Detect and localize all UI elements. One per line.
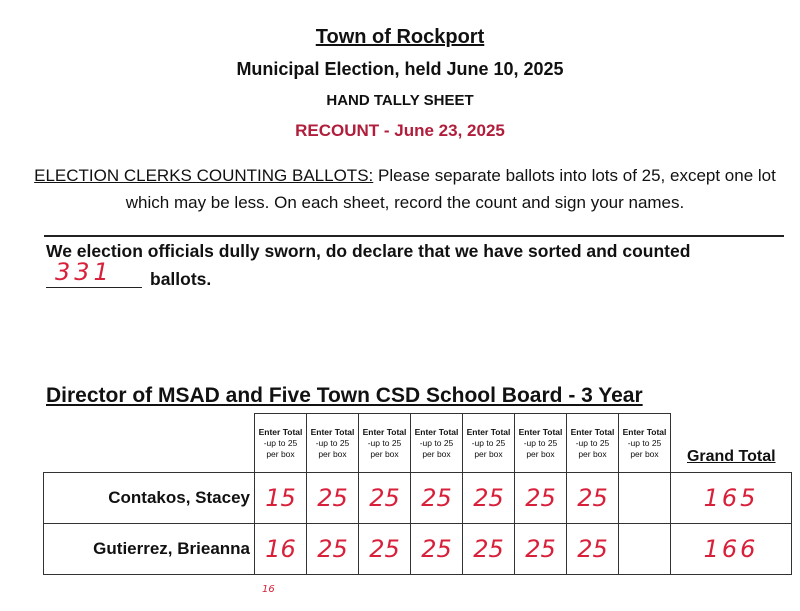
box-value: 25	[567, 524, 619, 575]
box-value: 25	[567, 473, 619, 524]
candidate-name: Gutierrez, Brieanna	[44, 524, 255, 575]
box-header: Enter Total -up to 25 per box	[515, 414, 567, 473]
race-title: Director of MSAD and Five Town CSD School Board - 3 Year	[46, 384, 643, 407]
box-value: 25	[411, 473, 463, 524]
box-header: Enter Total -up to 25 per box	[307, 414, 359, 473]
grand-total-value: 166	[671, 524, 792, 575]
instructions-text: Please separate ballots into lots of 25, except one lot which may be less. On each sheet, record the count and sign your names.	[125, 166, 776, 212]
box-value: 25	[515, 473, 567, 524]
box-header: Enter Total -up to 25 per box	[411, 414, 463, 473]
ballots-suffix: ballots.	[150, 269, 212, 289]
candidate-name: Contakos, Stacey	[44, 473, 255, 524]
tally-header-row	[44, 414, 792, 473]
box-value: 25	[463, 473, 515, 524]
box-value: 25	[463, 524, 515, 575]
box-value: 25	[359, 524, 411, 575]
election-subtitle: Municipal Election, held June 10, 2025	[236, 59, 564, 79]
box-header: Enter Total -up to 25 per box	[359, 414, 411, 473]
box-value: 25	[515, 524, 567, 575]
town-title: Town of Rockport	[315, 26, 485, 48]
box-value: 25	[411, 524, 463, 575]
box-value	[619, 473, 671, 524]
grand-total-header: Grand Total	[686, 448, 776, 465]
grand-total-value: 165	[671, 473, 792, 524]
sheet-title: HAND TALLY SHEET	[326, 92, 474, 109]
box-header: Enter Total -up to 25 per box	[619, 414, 671, 473]
margin-note: 16	[262, 584, 275, 595]
instructions	[20, 162, 790, 216]
tally-table	[43, 413, 792, 575]
box-header: Enter Total -up to 25 per box	[255, 414, 307, 473]
instructions-label: ELECTION CLERKS COUNTING BALLOTS:	[34, 166, 374, 185]
box-header: Enter Total -up to 25 per box	[463, 414, 515, 473]
box-header: Enter Total -up to 25 per box	[567, 414, 619, 473]
recount-banner: RECOUNT - June 23, 2025	[295, 121, 505, 140]
blank-corner	[44, 414, 255, 473]
declaration-text: We election officials dully sworn, do declare that we have sorted and counted	[46, 241, 691, 261]
box-value: 15	[255, 473, 307, 524]
divider	[44, 235, 784, 237]
box-value	[619, 524, 671, 575]
box-value: 25	[359, 473, 411, 524]
candidate-row	[44, 524, 792, 575]
candidate-row	[44, 473, 792, 524]
ballot-count-handwritten: 331	[55, 258, 113, 286]
box-value: 16	[255, 524, 307, 575]
box-value: 25	[307, 473, 359, 524]
box-value: 25	[307, 524, 359, 575]
